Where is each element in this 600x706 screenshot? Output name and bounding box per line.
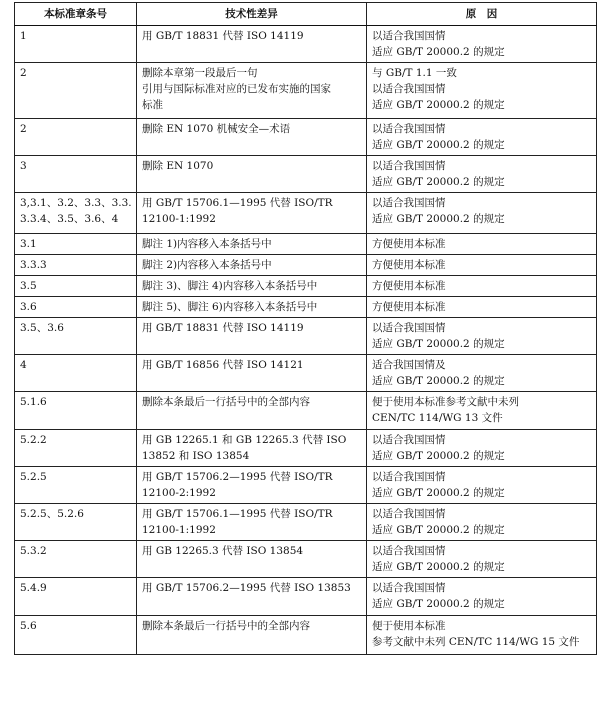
table-row [15,578,597,616]
reason-cell [367,541,597,578]
reason-cell [367,578,597,616]
difference-text: 删除本条最后一行括号中的全部内容 [142,396,310,408]
reason-text: 与 GB/T 1.1 一致 [372,67,457,79]
clause-cell [15,26,137,63]
table-row [15,26,597,63]
clause-cell [15,255,137,276]
table-row [15,193,597,234]
reason-cell [367,234,597,255]
reason-cell [367,616,597,655]
difference-text: 用 GB/T 15706.2—1995 代替 ISO 13853 [142,582,351,594]
difference-text: 用 GB/T 15706.1—1995 代替 ISO/TR [142,508,333,520]
table-row [15,541,597,578]
clause-cell [15,392,137,430]
reason-cell [367,318,597,355]
reason-text: 参考文献中未列 CEN/TC 114/WG 15 文件 [372,636,580,648]
clause-text: 5.2.2 [20,434,47,446]
reason-text: 方便使用本标准 [372,259,446,271]
header-reason: 原 因 [367,3,597,26]
table-row [15,63,597,119]
difference-text: 用 GB/T 15706.1—1995 代替 ISO/TR [142,197,333,209]
reason-cell [367,156,597,193]
difference-cell [137,616,367,655]
reason-text: 以适合我国国情 [372,545,446,557]
header-row [15,3,597,26]
table-row [15,616,597,655]
reason-text: 方便使用本标准 [372,238,446,250]
difference-text: 用 GB 12265.1 和 GB 12265.3 代替 ISO [142,434,347,446]
difference-text: 删除本章第一段最后一句 [142,67,258,79]
reason-text: 适应 GB/T 20000.2 的规定 [372,450,505,462]
reason-cell [367,255,597,276]
reason-text: 方便使用本标准 [372,301,446,313]
difference-cell [137,318,367,355]
clause-text: 3.5 [20,280,37,292]
difference-text: 脚注 1)内容移入本条括号中 [142,238,272,250]
table-row [15,119,597,156]
difference-text: 标准 [142,99,163,111]
clause-text: 3.3.4、3.5、3.6、4 [20,213,119,225]
reason-text: 以适合我国国情 [372,582,446,594]
clause-cell [15,541,137,578]
table-row [15,255,597,276]
clause-text: 4 [20,359,27,371]
difference-cell [137,355,367,392]
difference-cell [137,63,367,119]
difference-cell [137,255,367,276]
reason-text: 以适合我国国情 [372,508,446,520]
clause-cell [15,234,137,255]
table-row [15,297,597,318]
reason-text: 以适合我国国情 [372,123,446,135]
difference-cell [137,297,367,318]
difference-cell [137,156,367,193]
difference-text: 用 GB 12265.3 代替 ISO 13854 [142,545,304,557]
reason-text: 以适合我国国情 [372,322,446,334]
table-row [15,318,597,355]
clause-text: 5.6 [20,620,37,632]
reason-cell [367,193,597,234]
reason-text: 适应 GB/T 20000.2 的规定 [372,524,505,536]
difference-text: 12100-1:1992 [142,524,216,536]
reason-text: 适应 GB/T 20000.2 的规定 [372,176,505,188]
table-row [15,355,597,392]
difference-cell [137,234,367,255]
table-row [15,392,597,430]
difference-text: 脚注 2)内容移入本条括号中 [142,259,272,271]
clause-text: 3.3.3 [20,259,47,271]
reason-cell [367,276,597,297]
reason-text: 以适合我国国情 [372,197,446,209]
table-row [15,276,597,297]
clause-text: 3.1 [20,238,37,250]
difference-text: 脚注 3)、脚注 4)内容移入本条括号中 [142,280,318,292]
clause-text: 3 [20,160,27,172]
difference-text: 引用与国际标准对应的已发布实施的国家 [142,83,331,95]
difference-cell [137,276,367,297]
difference-cell [137,392,367,430]
reason-text: 便于使用本标准参考文献中未列 [372,396,519,408]
reason-text: 适应 GB/T 20000.2 的规定 [372,139,505,151]
reason-text: 适应 GB/T 20000.2 的规定 [372,598,505,610]
reason-text: 适应 GB/T 20000.2 的规定 [372,213,505,225]
reason-text: 以适合我国国情 [372,471,446,483]
difference-text: 用 GB/T 18831 代替 ISO 14119 [142,322,304,334]
difference-cell [137,119,367,156]
clause-text: 3.6 [20,301,37,313]
reason-cell [367,504,597,541]
clause-text: 3.5、3.6 [20,322,64,334]
clause-text: 1 [20,30,27,42]
header-clause: 本标准章条号 [15,3,137,26]
difference-text: 用 GB/T 15706.2—1995 代替 ISO/TR [142,471,333,483]
table-row [15,234,597,255]
difference-cell [137,578,367,616]
table-row [15,467,597,504]
reason-cell [367,119,597,156]
header-difference: 技术性差异 [137,3,367,26]
clause-cell [15,193,137,234]
difference-text: 删除本条最后一行括号中的全部内容 [142,620,310,632]
clause-text: 5.2.5 [20,471,47,483]
clause-cell [15,504,137,541]
difference-cell [137,430,367,467]
difference-cell [137,467,367,504]
reason-cell [367,355,597,392]
reason-text: 适应 GB/T 20000.2 的规定 [372,375,505,387]
technical-differences-table [14,2,597,655]
reason-text: 以适合我国国情 [372,160,446,172]
table-row [15,430,597,467]
difference-text: 删除 EN 1070 [142,160,214,172]
table-row [15,504,597,541]
clause-cell [15,467,137,504]
reason-cell [367,430,597,467]
reason-text: 适应 GB/T 20000.2 的规定 [372,561,505,573]
difference-text: 12100-2:1992 [142,487,216,499]
reason-cell [367,297,597,318]
clause-cell [15,355,137,392]
clause-cell [15,430,137,467]
clause-text: 5.4.9 [20,582,47,594]
reason-cell [367,467,597,504]
reason-text: 适应 GB/T 20000.2 的规定 [372,46,505,58]
clause-cell [15,578,137,616]
difference-text: 用 GB/T 18831 代替 ISO 14119 [142,30,304,42]
table-row [15,156,597,193]
reason-cell [367,26,597,63]
clause-cell [15,156,137,193]
difference-text: 12100-1:1992 [142,213,216,225]
difference-cell [137,504,367,541]
reason-text: 方便使用本标准 [372,280,446,292]
clause-text: 5.3.2 [20,545,47,557]
reason-text: 以适合我国国情 [372,83,446,95]
clause-cell [15,297,137,318]
reason-text: 适合我国国情及 [372,359,446,371]
difference-text: 用 GB/T 16856 代替 ISO 14121 [142,359,304,371]
clause-cell [15,63,137,119]
clause-text: 3,3.1、3.2、3.3、3.3. [20,197,132,209]
reason-text: CEN/TC 114/WG 13 文件 [372,412,503,424]
reason-text: 适应 GB/T 20000.2 的规定 [372,99,505,111]
clause-text: 2 [20,123,27,135]
reason-text: 便于使用本标准 [372,620,446,632]
table-body [15,26,597,655]
reason-text: 以适合我国国情 [372,30,446,42]
difference-cell [137,193,367,234]
clause-cell [15,276,137,297]
clause-cell [15,318,137,355]
clause-text: 5.1.6 [20,396,47,408]
difference-cell [137,541,367,578]
clause-text: 2 [20,67,27,79]
difference-text: 脚注 5)、脚注 6)内容移入本条括号中 [142,301,318,313]
difference-text: 删除 EN 1070 机械安全—术语 [142,123,291,135]
reason-text: 适应 GB/T 20000.2 的规定 [372,338,505,350]
reason-cell [367,392,597,430]
reason-text: 以适合我国国情 [372,434,446,446]
clause-cell [15,119,137,156]
difference-cell [137,26,367,63]
reason-cell [367,63,597,119]
reason-text: 适应 GB/T 20000.2 的规定 [372,487,505,499]
clause-cell [15,616,137,655]
clause-text: 5.2.5、5.2.6 [20,508,84,520]
difference-text: 13852 和 ISO 13854 [142,450,250,462]
